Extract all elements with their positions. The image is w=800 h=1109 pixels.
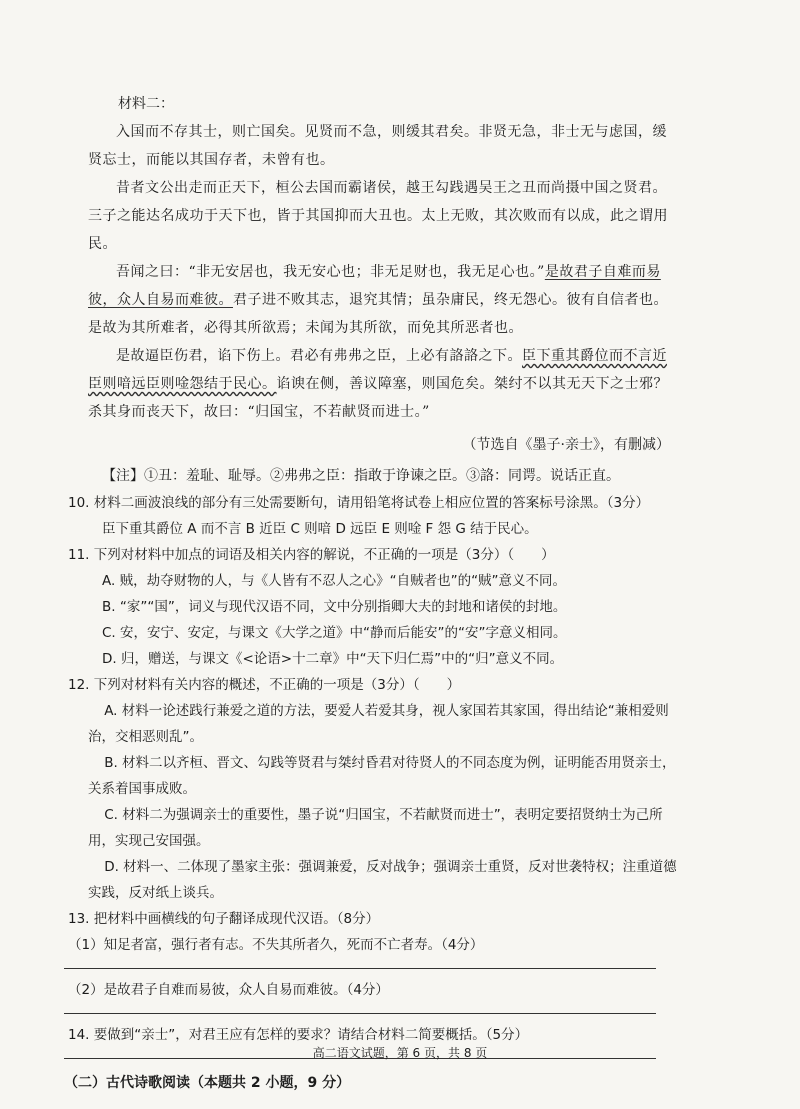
source-citation: （节选自《墨子·亲士》，有删减）: [462, 437, 670, 453]
question-11-option-c: C. 安，安宁、安定，与课文《大学之道》中“静而后能安”的“安”字意义相同。: [102, 625, 567, 641]
material-heading: 材料二：: [118, 96, 174, 112]
question-12-option-d: D. 材料一、二体现了墨家主张：强调兼爱，反对战争；强调亲士重贤，反对世袭特权；注重道德实践，反对纸上谈兵。: [88, 859, 677, 901]
underlined-sentence: 是故君子自难而易彼，众人自易而难彼。: [88, 264, 661, 308]
question-11-option-a: A. 贼，劫夺财物的人，与《人皆有不忍人之心》“自贼者也”的“贼”意义不同。: [102, 573, 567, 589]
question-11-option-d: D. 归，赠送，与课文《<论语>十二章》中“天下归仁焉”中的“归”意义不同。: [102, 651, 564, 667]
question-11-option-b: B. “家”“国”，词义与现代汉语不同，文中分别指卿大夫的封地和诸侯的封地。: [102, 599, 567, 615]
quote-text: 吾闻之曰：“非无安居也，我无安心也；非无足财也，我无足心也。”: [116, 264, 545, 280]
question-13-sentence-2: （2）是故君子自难而易彼，众人自易而难彼。（4分）: [68, 982, 389, 998]
material-paragraph-4: [88, 342, 678, 426]
section-heading: （二）古代诗歌阅读（本题共 2 小题，9 分）: [64, 1075, 351, 1091]
wavy-underlined-sentence: 臣下重其爵位而不言近臣则喑远臣则唫怨结于民心。: [88, 348, 667, 392]
question-12-option-c: C. 材料二为强调亲士的重要性，墨子说“归国宝，不若献贤而进士”，表明定要招贤纳士为己所用，实现己安国强。: [88, 807, 663, 849]
question-10-sentence: 臣下重其爵位 A 而不言 B 近臣 C 则喑 D 远臣 E 则唫 F 怨 G 结于民心。: [102, 521, 538, 537]
page-footer: 高二语文试题，第 6 页，共 8 页: [312, 1046, 488, 1060]
answer-line-1[interactable]: [64, 958, 656, 969]
answer-line-2[interactable]: [64, 1003, 656, 1014]
question-11-stem: 11. 下列对材料中加点的词语及相关内容的解说，不正确的一项是（3分）（ ）: [68, 547, 555, 563]
question-10-stem: 10. 材料二画波浪线的部分有三处需要断句，请用铅笔将试卷上相应位置的答案标号涂黑。（3分）: [68, 495, 650, 511]
question-12-option-b: B. 材料二以齐桓、晋文、勾践等贤君与桀纣昏君对待贤人的不同态度为例，证明能否用贤亲士，关系着国事成败。: [88, 755, 676, 797]
question-12-option-a: A. 材料一论述践行兼爱之道的方法，要爱人若爱其身，视人家国若其家国，得出结论“兼相爱则治，交相恶则乱”。: [88, 703, 669, 745]
question-13-stem: 13. 把材料中画横线的句子翻译成现代汉语。（8分）: [68, 911, 380, 927]
page-content: [64, 90, 678, 1099]
question-12-stem: 12. 下列对材料有关内容的概述，不正确的一项是（3分）（ ）: [68, 677, 461, 693]
material-paragraph-1: 入国而不存其士，则亡国矣。见贤而不急，则缓其君矣。非贤无急，非士无与虑国，缓贤忘士，而能以其国存者，未曾有也。: [88, 124, 667, 168]
question-13-sentence-1: （1）知足者富，强行者有志。不失其所者久，死而不亡者寿。（4分）: [68, 937, 484, 953]
paragraph-4-rest: 谄谀在侧，善议障塞，则国危矣。桀纣不以其无天下之士邪？杀其身而丧天下，故曰：“归国宝，不若献贤而进士。”: [88, 376, 668, 420]
paragraph-4-start: 是故逼臣伤君，谄下伤上。君必有弗弗之臣，上必有詻詻之下。: [116, 348, 522, 364]
material-paragraph-2: 昔者文公出走而正天下，桓公去国而霸诸侯，越王勾践遇吴王之丑而尚摄中国之贤君。三子之能达名成功于天下也，皆于其国抑而大丑也。太上无败，其次败而有以成，此之谓用民。: [88, 180, 668, 252]
question-14-stem: 14. 要做到“亲士”，对君王应有怎样的要求？请结合材料二简要概括。（5分）: [68, 1027, 529, 1043]
annotation-note: 【注】①丑：羞耻、耻辱。②弗弗之臣：指敢于诤谏之臣。③詻：同谔。说话正直。: [102, 468, 620, 484]
material-paragraph-3: [88, 258, 678, 342]
paragraph-3-rest: 君子进不败其志，退究其情；虽杂庸民，终无怨心。彼有自信者也。是故为其所难者，必得其所欲焉；未闻为其所欲，而免其所恶者也。: [88, 292, 668, 336]
